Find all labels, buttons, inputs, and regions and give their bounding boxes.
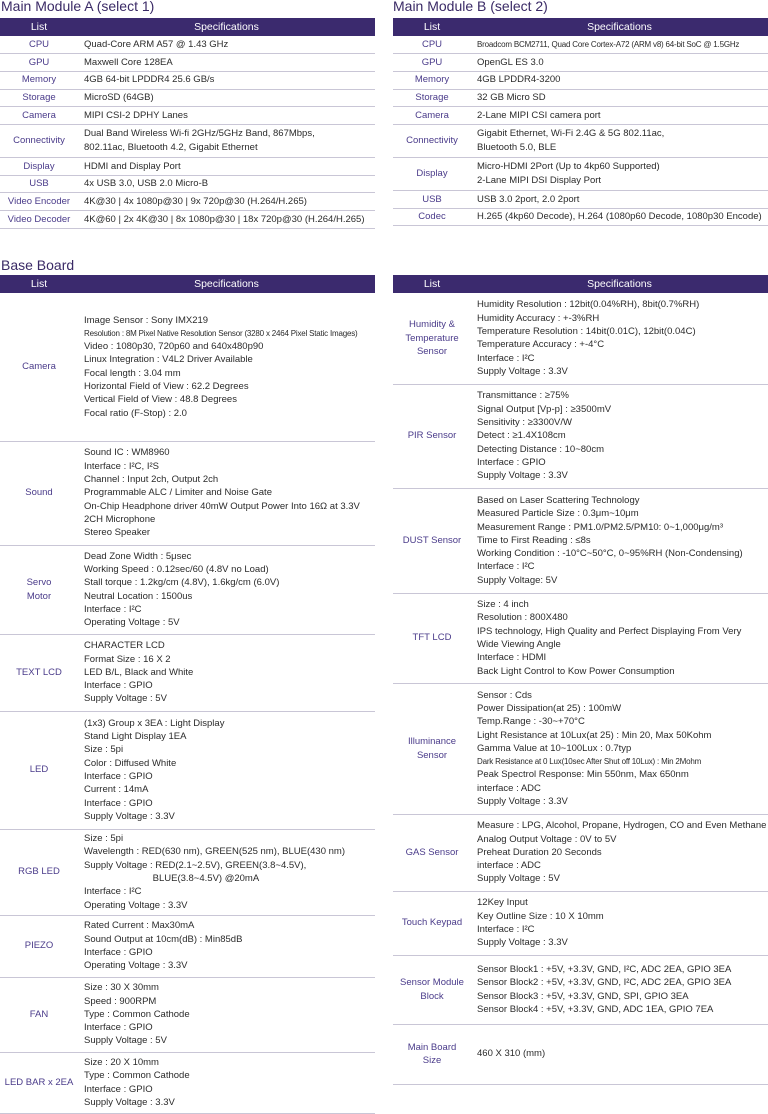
spec-line: Wavelength : RED(630 nm), GREEN(525 nm), BLUE(430 nm) (84, 846, 345, 858)
row-specification (78, 915, 375, 977)
spec-line: Horizontal Field of View : 62.2 Degrees (84, 381, 249, 393)
spec-line: Detecting Distance : 10~80cm (477, 443, 604, 455)
header-specifications: Specifications (78, 275, 375, 293)
spec-line: Linux Integration : V4L2 Driver Available (84, 354, 253, 366)
row-specification (78, 157, 375, 175)
row-label (393, 71, 471, 89)
row-label (0, 545, 78, 634)
spec-line: Interface : I²C (477, 352, 535, 364)
row-specification (78, 89, 375, 107)
row-label-line: Connectivity (13, 135, 65, 147)
row-label-line: GPU (421, 56, 443, 68)
table-row (0, 211, 375, 229)
spec-line: Broadcom BCM2711, Quad Core Cortex-A72 (ARM v8) 64-bit SoC @ 1.5GHz (477, 39, 740, 49)
row-specification (471, 124, 768, 157)
row-label (0, 175, 78, 193)
spec-line: Supply Voltage : 5V (477, 873, 560, 885)
spec-line: Channel : Input 2ch, Output 2ch (84, 474, 219, 486)
spec-line: 2-Lane MIPI CSI camera port (477, 109, 601, 121)
spec-line: Stereo Speaker (84, 527, 151, 539)
row-label (393, 190, 471, 208)
spec-line: OpenGL ES 3.0 (477, 56, 544, 68)
spec-line: LED B/L, Black and White (84, 666, 194, 678)
row-label (393, 891, 471, 955)
row-label-line: TEXT LCD (16, 666, 62, 678)
table-row (393, 208, 768, 226)
table-row (0, 977, 375, 1052)
row-label (0, 107, 78, 125)
row-label-line: Camera (415, 109, 449, 121)
spec-line: MicroSD (64GB) (84, 92, 154, 104)
table-row (393, 71, 768, 89)
row-label-line: DUST Sensor (402, 534, 462, 546)
table-row (393, 36, 768, 54)
spec-line: Transmittance : ≥75% (477, 390, 569, 402)
spec-line: Operating Voltage : 3.3V (84, 899, 188, 911)
spec-line: IPS technology, High Quality and Perfect Displaying From Very (477, 625, 742, 637)
row-label-line: Memory (21, 74, 57, 86)
spec-line: Measurement Range : PM1.0/PM2.5/PM10: 0~1,000μg/m³ (477, 521, 723, 533)
spec-line: 32 GB Micro SD (477, 92, 546, 104)
spec-line: Interface : GPIO (84, 1083, 153, 1095)
spec-line: Interface : GPIO (477, 456, 546, 468)
base-board-left-table (0, 275, 375, 1114)
spec-line: Stall torque : 1.2kg/cm (4.8V), 1.6kg/cm (6.0V) (84, 577, 280, 589)
spec-line: Sound IC : WM8960 (84, 447, 170, 459)
row-specification (471, 593, 768, 683)
row-label-line: Block (420, 990, 444, 1002)
row-specification (471, 89, 768, 107)
spec-line: Measure : LPG, Alcohol, Propane, Hydrogen, CO and Even Methane (477, 820, 767, 832)
spec-line: Interface : I²C (477, 561, 535, 573)
spec-line: Current : 14mA (84, 784, 149, 796)
spec-line: 4GB LPDDR4-3200 (477, 74, 561, 86)
table-row (393, 814, 768, 891)
spec-line: Back Light Control to Kow Power Consumption (477, 665, 675, 677)
row-specification (78, 711, 375, 829)
module-b-table (393, 18, 768, 226)
row-label-line: Camera (22, 109, 56, 121)
spec-line: Resolution : 8M Pixel Native Resolution Sensor (3280 x 2464 Pixel Static Images) (84, 328, 358, 338)
table-row (0, 1052, 375, 1113)
table-header-row (393, 18, 768, 36)
spec-line: Interface : GPIO (84, 1022, 153, 1034)
table-row (0, 54, 375, 72)
table-row (0, 634, 375, 711)
spec-line: interface : ADC (477, 782, 541, 794)
spec-line: Humidity Resolution : 12bit(0.04%RH), 8bit(0.7%RH) (477, 299, 700, 311)
spec-line: Gigabit Ethernet, Wi-Fi 2.4G & 5G 802.11ac, (477, 128, 665, 140)
spec-line: Power Dissipation(at 25) : 100mW (477, 702, 622, 714)
row-label (393, 1024, 471, 1084)
row-label (393, 36, 471, 54)
spec-line: Focal ratio (F-Stop) : 2.0 (84, 407, 187, 419)
spec-line: 2-Lane MIPI DSI Display Port (477, 174, 602, 186)
row-specification (471, 71, 768, 89)
spec-line: HDMI and Display Port (84, 160, 181, 172)
table-row (0, 175, 375, 193)
row-label (393, 54, 471, 72)
table-row (393, 593, 768, 683)
row-label-line: Display (23, 160, 55, 172)
row-specification (78, 71, 375, 89)
row-label (393, 124, 471, 157)
row-label (0, 89, 78, 107)
row-specification (471, 54, 768, 72)
row-label-line: Size (422, 1055, 442, 1066)
row-label-line: Memory (414, 74, 450, 86)
spec-line: Size : 20 X 10mm (84, 1056, 159, 1068)
table-row (0, 89, 375, 107)
spec-line: Color : Diffused White (84, 757, 177, 769)
row-label-line: USB (422, 193, 442, 205)
row-specification (471, 891, 768, 955)
spec-line: Interface : I²C (477, 924, 535, 935)
row-specification (471, 157, 768, 190)
table-row (393, 293, 768, 384)
row-specification (78, 107, 375, 125)
spec-line: Measured Particle Size : 0.3μm~10μm (477, 508, 639, 520)
table-row (393, 157, 768, 190)
header-list: List (0, 18, 78, 36)
header-list: List (393, 18, 471, 36)
row-label-line: RGB LED (18, 866, 60, 878)
row-label (0, 71, 78, 89)
row-label (0, 193, 78, 211)
row-label (393, 293, 471, 384)
row-specification (471, 293, 768, 384)
row-label-line: Servo (26, 577, 52, 588)
table-row (393, 190, 768, 208)
row-specification (78, 293, 375, 441)
row-label-line: PIR Sensor (407, 430, 457, 442)
spec-line: Interface : HDMI (477, 652, 547, 664)
spec-line: Detect : ≥1.4X108cm (477, 430, 566, 442)
table-row (0, 71, 375, 89)
spec-line: Interface : I²C (84, 603, 142, 615)
spec-line: Quad-Core ARM A57 @ 1.43 GHz (84, 38, 229, 50)
table-row (393, 955, 768, 1024)
spec-line: BLUE(3.8~4.5V) @20mA (84, 873, 260, 884)
row-label-line: Connectivity (406, 135, 458, 147)
spec-line: Sensor Block4 : +5V, +3.3V, GND, ADC 1EA, GPIO 7EA (477, 1003, 714, 1015)
row-specification (78, 1052, 375, 1113)
row-label (393, 955, 471, 1024)
table-row (0, 829, 375, 915)
row-label-line: Touch Keypad (401, 917, 463, 929)
spec-line: 460 X 310 (mm) (477, 1048, 546, 1060)
row-label (0, 36, 78, 54)
spec-line: 12Key Input (477, 897, 528, 909)
table-row (393, 124, 768, 157)
spec-line: Interface : GPIO (84, 947, 153, 958)
spec-line: Supply Voltage : 5V (84, 1035, 167, 1047)
table-header-row (0, 275, 375, 293)
row-label (393, 593, 471, 683)
row-label-line: PIEZO (24, 940, 54, 952)
row-label-line: Motor (26, 590, 52, 602)
row-specification (78, 545, 375, 634)
spec-line: Programmable ALC / Limiter and Noise Gate (84, 487, 272, 499)
row-specification (471, 488, 768, 593)
spec-line: Peak Spectrol Response: Min 550nm, Max 650nm (477, 769, 689, 781)
table-row (0, 157, 375, 175)
spec-line: 4K@30 | 4x 1080p@30 | 9x 720p@30 (H.264/H.265) (84, 195, 307, 207)
row-specification (471, 1024, 768, 1084)
row-label (393, 89, 471, 107)
spec-line: Sensitivity : ≥3300V/W (477, 417, 572, 429)
row-specification (471, 955, 768, 1024)
row-label-line: Sensor (416, 346, 448, 357)
spec-line: Supply Voltage : 3.3V (84, 810, 175, 822)
table-row (393, 107, 768, 125)
spec-line: (1x3) Group x 3EA : Light Display (84, 717, 225, 729)
spec-line: Supply Voltage: 5V (477, 574, 558, 586)
spec-line: Supply Voltage : 5V (84, 693, 167, 705)
table-row (0, 36, 375, 54)
row-label (0, 977, 78, 1052)
table-row (0, 441, 375, 545)
spec-line: CHARACTER LCD (84, 640, 165, 652)
row-label-line: GPU (28, 56, 50, 68)
module-a-table (0, 18, 375, 229)
spec-line: Dual Band Wireless Wi-fi 2GHz/5GHz Band, 867Mbps, (84, 128, 315, 140)
spec-line: Supply Voltage : 3.3V (477, 796, 568, 808)
spec-line: Time to First Reading : ≤8s (477, 534, 591, 546)
row-specification (471, 683, 768, 814)
spec-line: Operating Voltage : 5V (84, 617, 180, 629)
spec-line: Sensor Block3 : +5V, +3.3V, GND, SPI, GPIO 3EA (477, 990, 689, 1002)
row-label (393, 157, 471, 190)
spec-line: Image Sensor : Sony IMX219 (84, 314, 209, 326)
row-label (393, 384, 471, 488)
row-specification (78, 441, 375, 545)
spec-line: Temp.Range : -30~+70°C (477, 716, 585, 728)
spec-line: Working Condition : -10°C~50°C, 0~95%RH (Non-Condensing) (477, 548, 743, 560)
spec-line: Size : 30 X 30mm (84, 982, 159, 994)
row-specification (78, 829, 375, 915)
spec-line: Sensor Block1 : +5V, +3.3V, GND, I²C, ADC 2EA, GPIO 3EA (477, 963, 732, 975)
header-list: List (393, 275, 471, 293)
spec-line: Supply Voltage : 3.3V (84, 1096, 175, 1108)
spec-line: Supply Voltage : 3.3V (477, 937, 568, 949)
table-row (393, 683, 768, 814)
row-specification (471, 36, 768, 54)
row-specification (471, 107, 768, 125)
row-label-line: Storage (415, 92, 449, 104)
table-row (393, 384, 768, 488)
row-label (0, 441, 78, 545)
row-label-line: Camera (22, 361, 56, 372)
spec-line: Speed : 900RPM (84, 995, 157, 1007)
row-label-line: Temperature (405, 332, 459, 344)
spec-line: interface : ADC (477, 860, 541, 872)
row-label (393, 107, 471, 125)
spec-line: Maxwell Core 128EA (84, 56, 173, 68)
spec-line: Neutral Location : 1500us (84, 590, 193, 602)
spec-line: Wide Viewing Angle (477, 639, 561, 650)
header-specifications: Specifications (471, 18, 768, 36)
row-label-line: Illuminance (407, 736, 457, 747)
spec-line: Interface : GPIO (84, 797, 153, 809)
table-header-row (393, 275, 768, 293)
row-label (0, 211, 78, 229)
table-row (393, 891, 768, 955)
header-list: List (0, 275, 78, 293)
row-label-line: Storage (22, 92, 56, 104)
spec-line: Gamma Value at 10~100Lux : 0.7typ (477, 742, 632, 754)
spec-line: Interface : GPIO (84, 771, 153, 782)
row-label (0, 157, 78, 175)
spec-line: Size : 5pi (84, 833, 124, 845)
spec-line: 4K@60 | 2x 4K@30 | 8x 1080p@30 | 18x 720p@30 (H.264/H.265) (84, 213, 365, 225)
row-label (393, 488, 471, 593)
spec-line: Interface : GPIO (84, 680, 153, 692)
spec-line: 802.11ac, Bluetooth 4.2, Gigabit Ethernet (84, 141, 258, 153)
row-specification (471, 208, 768, 226)
row-label (0, 915, 78, 977)
header-specifications: Specifications (471, 275, 768, 293)
row-specification (78, 211, 375, 229)
row-label (0, 54, 78, 72)
row-specification (78, 193, 375, 211)
row-specification (471, 814, 768, 891)
row-label-line: USB (29, 178, 49, 190)
spec-line: Interface : I²C, I²S (84, 460, 159, 472)
spec-line: Format Size : 16 X 2 (84, 653, 171, 665)
row-label-line: Video Encoder (7, 195, 71, 207)
row-specification (78, 124, 375, 157)
row-label (0, 1052, 78, 1113)
spec-line: Preheat Duration 20 Seconds (477, 846, 602, 858)
spec-line: Sensor Block2 : +5V, +3.3V, GND, I²C, ADC 2EA, GPIO 3EA (477, 977, 732, 989)
row-label-line: Humidity & (409, 319, 455, 330)
table-row (0, 915, 375, 977)
row-label-line: FAN (29, 1008, 49, 1020)
spec-line: 4GB 64-bit LPDDR4 25.6 GB/s (84, 74, 215, 86)
spec-line: Signal Output [Vp-p] : ≥3500mV (477, 403, 612, 415)
row-label (0, 293, 78, 441)
spec-line: Working Speed : 0.12sec/60 (4.8V no Load) (84, 563, 269, 575)
spec-line: Video : 1080p30, 720p60 and 640x480p90 (84, 341, 264, 353)
header-specifications: Specifications (78, 18, 375, 36)
table-row (0, 193, 375, 211)
row-label-line: TFT LCD (412, 632, 452, 644)
spec-line: Vertical Field of View : 48.8 Degrees (84, 394, 237, 406)
row-specification (78, 36, 375, 54)
base-board-right-table (393, 275, 768, 1085)
spec-line: Temperature Accuracy : +-4°C (477, 339, 605, 351)
table-header-row (0, 18, 375, 36)
spec-line: Dark Resistance at 0 Lux(10sec After Shut off 10Lux) : Min 2Mohm (477, 757, 702, 767)
spec-line: Supply Voltage : 3.3V (477, 470, 568, 482)
table-row (0, 545, 375, 634)
spec-line: Supply Voltage : RED(2.1~2.5V), GREEN(3.8~4.5V), (84, 859, 307, 871)
row-label-line: Display (416, 168, 448, 180)
spec-line: Focal length : 3.04 mm (84, 367, 181, 379)
spec-line: 2CH Microphone (84, 513, 156, 525)
row-label-line: LED BAR x 2EA (4, 1076, 74, 1088)
spec-line: On-Chip Headphone driver 40mW Output Power Into 16Ω at 3.3V (84, 500, 360, 512)
spec-line: Sensor : Cds (477, 689, 532, 701)
row-label-line: Sensor Module (400, 977, 464, 988)
spec-line: USB 3.0 2port, 2.0 2port (477, 193, 580, 205)
spec-line: Type : Common Cathode (84, 1070, 190, 1082)
spec-line: Key Outline Size : 10 X 10mm (477, 910, 604, 922)
spec-line: 4x USB 3.0, USB 2.0 Micro-B (84, 178, 209, 190)
spec-line: Based on Laser Scattering Technology (477, 494, 640, 506)
spec-line: Bluetooth 5.0, BLE (477, 141, 557, 153)
spec-line: MIPI CSI-2 DPHY Lanes (84, 109, 188, 121)
spec-line: Size : 4 inch (477, 599, 529, 611)
row-label-line: CPU (421, 38, 443, 50)
spec-line: Rated Current : Max30mA (84, 920, 195, 932)
row-specification (471, 384, 768, 488)
spec-line: Operating Voltage : 3.3V (84, 960, 188, 972)
table-row (0, 107, 375, 125)
module-b-title: Main Module B (select 2) (393, 0, 548, 14)
spec-line: Humidity Accuracy : +-3%RH (477, 312, 600, 324)
spec-line: Stand Light Display 1EA (84, 731, 187, 743)
table-row (0, 711, 375, 829)
spec-line: H.265 (4kp60 Decode), H.264 (1080p60 Decode, 1080p30 Encode) (477, 211, 762, 223)
table-row (393, 54, 768, 72)
row-label (0, 711, 78, 829)
spec-line: Dead Zone Width : 5μsec (84, 550, 192, 562)
table-row (393, 488, 768, 593)
module-a-title: Main Module A (select 1) (1, 0, 155, 14)
row-label-line: Video Decoder (7, 213, 71, 225)
row-label (393, 683, 471, 814)
row-specification (78, 634, 375, 711)
spec-line: Resolution : 800X480 (477, 612, 568, 624)
spec-line: Light Resistance at 10Lux(at 25) : Min 20, Max 50Kohm (477, 729, 712, 741)
spec-line: Supply Voltage : 3.3V (477, 365, 568, 377)
spec-line: Size : 5pi (84, 744, 124, 756)
spec-line: Micro-HDMI 2Port (Up to 4kp60 Supported) (477, 161, 660, 173)
row-label-line: Sound (25, 487, 53, 499)
row-label-line: Codec (418, 211, 446, 223)
spec-line: Interface : I²C (84, 886, 142, 898)
row-specification (78, 175, 375, 193)
table-row (0, 124, 375, 157)
row-specification (78, 54, 375, 72)
table-row (393, 89, 768, 107)
row-label-line: CPU (28, 38, 50, 50)
row-label (393, 208, 471, 226)
row-label-line: Main Board (407, 1041, 457, 1053)
base-board-title: Base Board (1, 257, 75, 273)
table-row (393, 1024, 768, 1084)
table-row (0, 293, 375, 441)
spec-line: Temperature Resolution : 14bit(0.01C), 12bit(0.04C) (477, 325, 696, 337)
spec-line: Analog Output Voltage : 0V to 5V (477, 833, 617, 845)
row-label (0, 829, 78, 915)
row-label (393, 814, 471, 891)
row-label (0, 634, 78, 711)
row-specification (471, 190, 768, 208)
row-specification (78, 977, 375, 1052)
spec-line: Type : Common Cathode (84, 1008, 190, 1020)
row-label (0, 124, 78, 157)
spec-line: Sound Output at 10cm(dB) : Min85dB (84, 933, 243, 945)
row-label-line: GAS Sensor (405, 846, 459, 858)
row-label-line: Sensor (416, 749, 448, 761)
row-label-line: LED (29, 764, 49, 776)
